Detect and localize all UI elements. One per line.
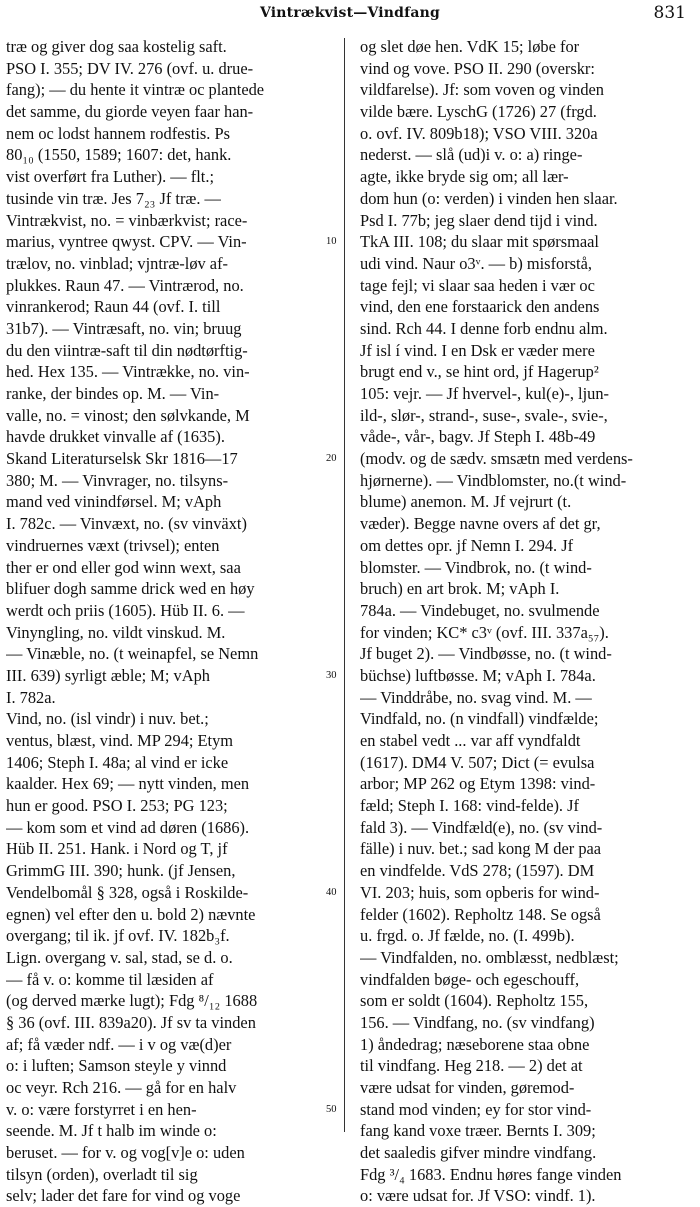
text-line: fang kand voxe træer. Bernts I. 309; (360, 1121, 596, 1141)
line-number: 50 (326, 1104, 337, 1116)
text-line: det samme, du giorde veyen faar han- (6, 102, 254, 122)
text-line: mand ved vinindførsel. M; vAph (6, 492, 222, 512)
text-line: (og derved mærke lugt); Fdg ⁸/₁₂ 1688 (6, 991, 258, 1011)
text-line: sind. Rch 44. I denne forb endnu alm. (360, 318, 608, 338)
text-line: stand mod vinden; ey for stor vind- (360, 1099, 592, 1119)
text-line: vind, den ene forstaarick den andens (360, 297, 600, 317)
text-line: arbor; MP 262 og Etym 1398: vind- (360, 774, 596, 794)
text-line: for vinden; KC* c3ᵛ (ovf. III. 337a₅₇). (360, 622, 609, 642)
text-line: o: i luften; Samson steyle y vinnd (6, 1056, 227, 1076)
text-line: trælov, no. vinblad; vjntræ-løv af- (6, 253, 229, 273)
text-line: felder (1602). Repholtz 148. Se også (360, 904, 601, 924)
text-line: 1) åndedrag; næseborene staa obne (360, 1034, 590, 1054)
text-line: ther er ond eller god winn wext, saa (6, 557, 241, 577)
text-line: Hüb II. 251. Hank. i Nord og T, jf (6, 839, 228, 859)
text-line: Vind, no. (isl vindr) i nuv. bet.; (6, 709, 209, 729)
text-line: beruset. — for v. og vog[v]e o: uden (6, 1143, 245, 1163)
text-line: — Vinæble, no. (t weinapfel, se Nemn (6, 644, 259, 664)
text-line: fang); — du hente it vintræ oc plantede (6, 80, 265, 100)
text-line: brugt end v., se hint ord, jf Hagerup² (360, 362, 599, 382)
line-number: 10 (326, 236, 337, 248)
text-line: TkA III. 108; du slaar mit spørsmaal (360, 232, 599, 252)
text-line: III. 639) syrligt æble; M; vAph (6, 665, 210, 685)
text-line: du den viintræ-saft til din nødtørftig- (6, 340, 248, 360)
text-line: PSO I. 355; DV IV. 276 (ovf. u. drue- (6, 58, 254, 78)
text-line: til vindfang. Heg 218. — 2) det at (360, 1056, 583, 1076)
text-line: det saaledis gifver mindre vindfang. (360, 1143, 597, 1163)
text-line: Fdg ³/₄ 1683. Endnu høres fange vinden (360, 1164, 622, 1184)
text-line: (1617). DM4 V. 507; Dict (= evulsa (360, 752, 595, 772)
text-line: 80₁₀ (1550, 1589; 1607: det, hank. (6, 145, 232, 165)
text-line: hjørnerne). — Vindblomster, no.(t wind- (360, 470, 627, 490)
text-line: ranke, der bindes op. M. — Vin- (6, 384, 220, 403)
text-line: Psd I. 77b; jeg slaer dend tijd i vind. (360, 210, 598, 230)
text-line: være udsat for vinden, gøremod- (360, 1078, 575, 1097)
text-line: og slet døe hen. VdK 15; løbe for (360, 37, 580, 56)
text-line: vist overført fra Luther). — flt.; (6, 167, 215, 187)
text-line: af; få væder ndf. — i v og væ(d)er (6, 1034, 232, 1054)
text-line: fæld; Steph I. 168: vind-felde). Jf (360, 796, 579, 816)
text-line: en vindfelde. VdS 278; (1597). DM (360, 861, 595, 881)
text-line: — Vindfalden, no. omblæsst, nedblæst; (360, 947, 619, 967)
text-line: v. o: være forstyrret i en hen- (6, 1099, 197, 1119)
text-line: o: være udsat for. Jf VSO: vindf. 1). (360, 1186, 596, 1206)
text-line: Vindfald, no. (n vindfall) vindfælde; (360, 709, 599, 729)
text-line: blume) anemon. M. Jf vejrurt (t. (360, 492, 572, 512)
text-line: tusinde vin træ. Jes 7₂₃ Jf træ. — (6, 188, 221, 208)
text-line: — Vinddråbe, no. svag vind. M. — (360, 687, 592, 707)
text-line: 1406; Steph I. 48a; al vind er icke (6, 752, 229, 772)
text-line: Skand Literaturselsk Skr 1816—17 (6, 449, 238, 469)
text-line: havde drukket vinvalle af (1635). (6, 427, 225, 447)
text-line: vindfalden bøge- och egeschouff, (360, 969, 580, 989)
running-head: Vintrækvist—Vindfang (259, 5, 441, 21)
text-line: § 36 (ovf. III. 839a20). Jf sv ta vinden (6, 1012, 256, 1032)
page-number: 831 (653, 3, 686, 23)
text-line: 380; M. — Vinvrager, no. tilsyns- (6, 470, 229, 490)
text-line: væder). Begge navne overs af det gr, (360, 514, 601, 534)
text-line: oc veyr. Rch 216. — gå for en halv (6, 1078, 237, 1097)
right-column (360, 36, 692, 1207)
text-line: dom hun (o: verden) i vinden hen slaar. (360, 188, 618, 208)
text-line: valle, no. = vinost; den sølvkande, M (6, 405, 250, 425)
text-line: vilde bære. LyschG (1726) 27 (frgd. (360, 102, 597, 122)
text-line: overgang; til ik. jf ovf. IV. 182b₃f. (6, 926, 230, 946)
text-line: agte, ikke bryde sig om; all lær- (360, 167, 569, 187)
text-line: hun er good. PSO I. 253; PG 123; (6, 796, 228, 816)
text-line: Vinyngling, no. vildt vinskud. M. (6, 622, 226, 642)
text-line: blifuer dogh samme drick wed en høy (6, 579, 255, 599)
text-line: — få v. o: komme til læsiden af (6, 969, 214, 989)
text-line: tilsyn (orden), overladt til sig (6, 1164, 198, 1184)
text-line: I. 782a. (6, 687, 56, 707)
text-line: fälle) i nuv. bet.; sad kong M der paa (360, 839, 602, 859)
line-number-gutter (326, 36, 348, 1136)
text-line: Vendelbomål § 328, også i Roskilde- (6, 882, 249, 902)
page-header (0, 0, 700, 26)
text-line: udi vind. Naur o3ᵛ. — b) misforstå, (360, 253, 592, 273)
text-line: ventus, blæst, vind. MP 294; Etym (6, 731, 234, 750)
left-column (6, 36, 334, 1207)
line-number: 40 (326, 887, 337, 899)
text-line: nem oc lodst hannem rodfestis. Ps (6, 123, 230, 143)
text-line: tage fejl; vi slaar saa heden i vær oc (360, 275, 595, 295)
text-line: selv; lader det fare for vind og voge (6, 1186, 241, 1206)
text-line: blomster. — Vindbrok, no. (t wind- (360, 557, 592, 577)
text-line: hed. Hex 135. — Vintrække, no. vin- (6, 362, 250, 382)
text-line: GrimmG III. 390; hunk. (jf Jensen, (6, 861, 236, 881)
text-line: vildfarelse). Jf: som voven og vinden (360, 80, 604, 100)
text-line: Jf buget 2). — Vindbøsse, no. (t wind- (360, 644, 612, 664)
text-line: I. 782c. — Vinvæxt, no. (sv vinväxt) (6, 514, 247, 534)
text-line: bruch) en art brok. M; vAph I. (360, 579, 560, 599)
text-line: fald 3). — Vindfæld(e), no. (sv vind- (360, 817, 603, 837)
text-line: nederst. — slå (ud)i v. o: a) ringe- (360, 145, 583, 165)
text-line: vind og vove. PSO II. 290 (overskr: (360, 58, 595, 78)
text-line: træ og giver dog saa kostelig saft. (6, 37, 227, 56)
text-line: büchse) luftbøsse. M; vAph I. 784a. (360, 665, 596, 685)
text-line: (modv. og de sædv. smsætn med verdens- (360, 449, 633, 469)
line-number: 30 (326, 670, 337, 682)
text-line: om dettes opr. jf Nemn I. 294. Jf (360, 535, 574, 555)
text-line: VI. 203; huis, som opberis for wind- (360, 882, 600, 902)
text-line: vindruernes væxt (trivsel); enten (6, 535, 220, 555)
text-line: Vintrækvist, no. = vinbærkvist; race- (6, 210, 248, 230)
text-line: marius, vyntree qwyst. CPV. — Vin- (6, 232, 247, 252)
text-line: — kom som et vind ad døren (1686). (6, 817, 250, 837)
text-line: egnen) vel efter den u. bold 2) nævnte (6, 904, 256, 924)
text-line: ild-, slør-, strand-, suse-, svale-, svie-, (360, 405, 608, 425)
text-line: våde-, vår-, bagv. Jf Steph I. 48b-49 (360, 427, 596, 447)
text-line: Lign. overgang v. sal, stad, se d. o. (6, 947, 233, 967)
text-line: u. frgd. o. Jf fælde, no. (I. 499b). (360, 926, 575, 946)
text-line: seende. M. Jf t halb im winde o: (6, 1121, 217, 1141)
text-line: en stabel vedt ... var aff vyndfaldt (360, 731, 581, 750)
text-line: som er soldt (1604). Repholtz 155, (360, 991, 589, 1011)
text-line: 784a. — Vindebuget, no. svulmende (360, 600, 600, 620)
text-line: 156. — Vindfang, no. (sv vindfang) (360, 1012, 595, 1032)
text-line: o. ovf. IV. 809b18); VSO VIII. 320a (360, 123, 598, 143)
text-line: vinrankerod; Raun 44 (ovf. I. till (6, 297, 221, 317)
text-line: 105: vejr. — Jf hvervel-, kul(e)-, ljun- (360, 384, 609, 403)
text-line: werdt och priis (1605). Hüb II. 6. — (6, 600, 245, 620)
text-line: Jf isl í vind. I en Dsk er væder mere (360, 340, 595, 360)
text-line: 31b7). — Vintræsaft, no. vin; bruug (6, 318, 242, 338)
text-line: plukkes. Raun 47. — Vintrærod, no. (6, 275, 244, 295)
line-number: 20 (326, 453, 337, 465)
text-line: kaalder. Hex 69; — nytt vinden, men (6, 774, 250, 794)
